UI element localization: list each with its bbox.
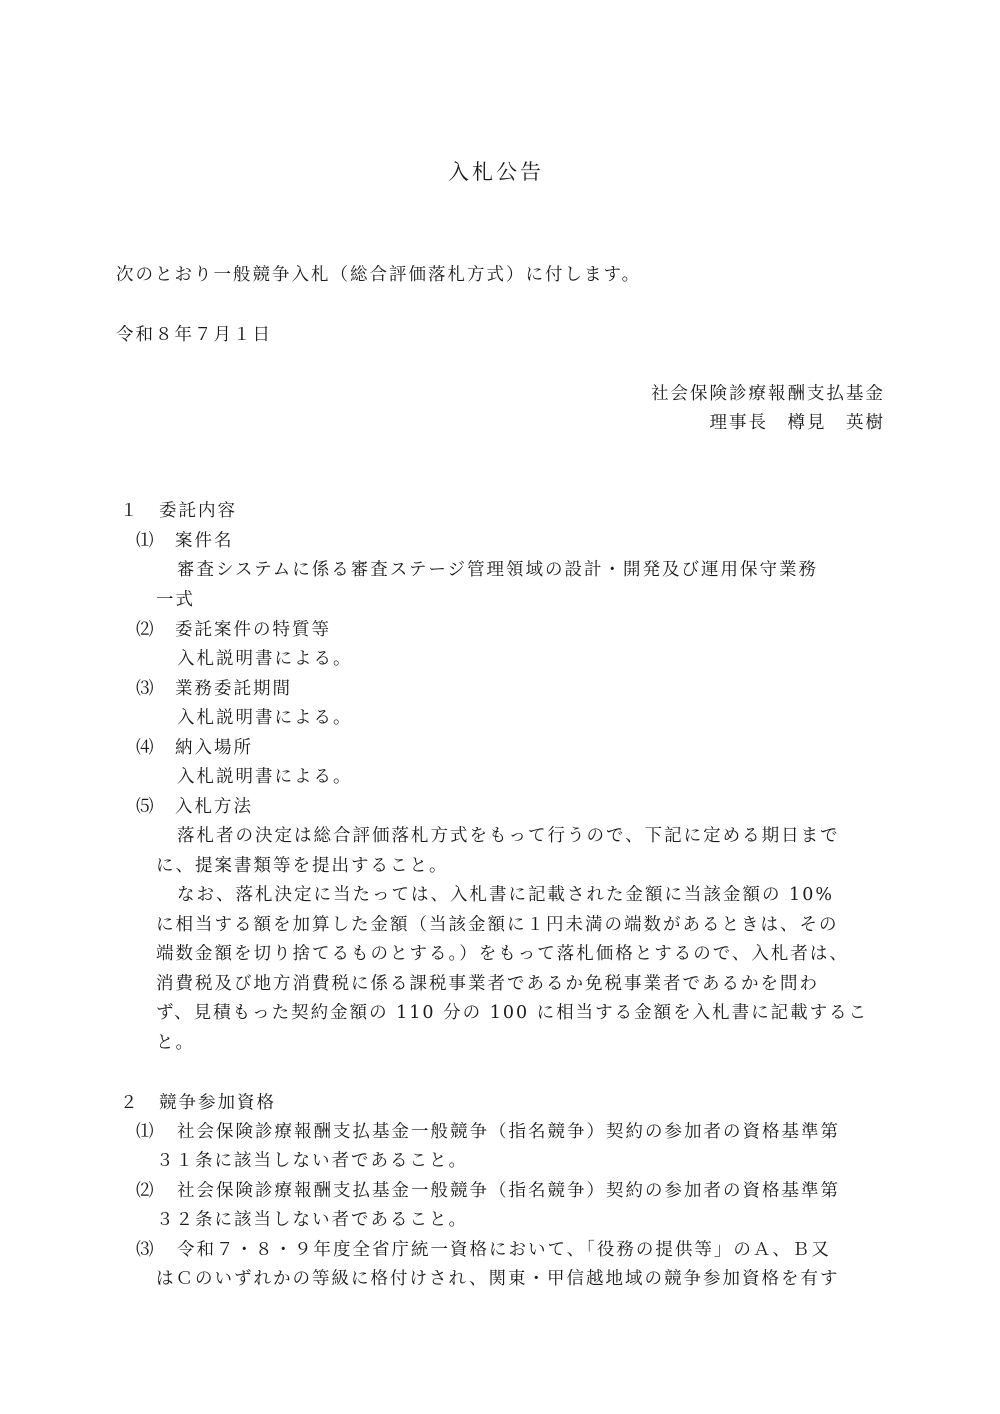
item-label: ⑵	[136, 1181, 156, 1201]
item-text-line: 入札説明書による。	[177, 767, 353, 787]
item-text-line: ３１条に該当しない者であること。	[156, 1151, 468, 1171]
item-text-line: 社会保険診療報酬支払基金一般競争（指名競争）契約の参加者の資格基準第	[177, 1181, 840, 1201]
item-label: ⑴	[136, 1122, 156, 1142]
item-text-line: 入札説明書による。	[177, 708, 353, 728]
item-text-line: 落札者の決定は総合評価落札方式をもって行うので、下記に定める期日まで	[177, 826, 840, 846]
notice-date: 令和８年７月１日	[116, 325, 272, 345]
item-text-line: はＣのいずれかの等級に格付けされ、関東・甲信越地域の競争参加資格を有す	[156, 1269, 840, 1289]
item-text-line: 一式	[156, 590, 195, 610]
section1-heading: １ 委託内容	[120, 501, 237, 521]
item-text-line: 令和７・８・９年度全省庁統一資格において、「役務の提供等」のＡ、Ｂ又	[177, 1240, 831, 1260]
item-text-line: ３２条に該当しない者であること。	[156, 1210, 468, 1230]
item-text-line: に、提案書類等を提出すること。	[156, 856, 449, 876]
section2-heading: ２ 競争参加資格	[120, 1093, 276, 1113]
item-label: ⑶ 業務委託期間	[136, 679, 292, 699]
item-label: ⑷ 納入場所	[136, 738, 253, 758]
item-label: ⑵ 委託案件の特質等	[136, 620, 331, 640]
item-label: ⑶	[136, 1240, 156, 1260]
item-text-line: 社会保険診療報酬支払基金一般競争（指名競争）契約の参加者の資格基準第	[177, 1122, 840, 1142]
item-text-line: ず、見積もった契約金額の 110 分の 100 に相当する金額を入札書に記載するこ	[156, 1003, 869, 1023]
item-label: ⑸ 入札方法	[136, 797, 253, 817]
item-text-line: に相当する額を加算した金額（当該金額に１円未満の端数があるときは、その	[156, 915, 839, 935]
item-label: ⑴ 案件名	[136, 531, 234, 551]
page-title: 入札公告	[448, 160, 544, 184]
item-text-line: 審査システムに係る審査ステージ管理領域の設計・開発及び運用保守業務	[177, 560, 819, 580]
item-text-line: 入札説明書による。	[177, 649, 353, 669]
item-text-line: なお、落札決定に当たっては、入札書に記載された金額に当該金額の 10%	[177, 885, 834, 905]
issuer-person: 理事長 樽見 英樹	[709, 413, 885, 433]
intro-text: 次のとおり一般競争入札（総合評価落札方式）に付します。	[116, 265, 642, 285]
item-text-line: と。	[156, 1033, 195, 1053]
item-text-line: 端数金額を切り捨てるものとする。）をもって落札価格とするので、入札者は、	[156, 944, 849, 964]
item-text-line: 消費税及び地方消費税に係る課税事業者であるか免税事業者であるかを問わ	[156, 974, 819, 994]
issuer-org: 社会保険診療報酬支払基金	[651, 384, 885, 404]
